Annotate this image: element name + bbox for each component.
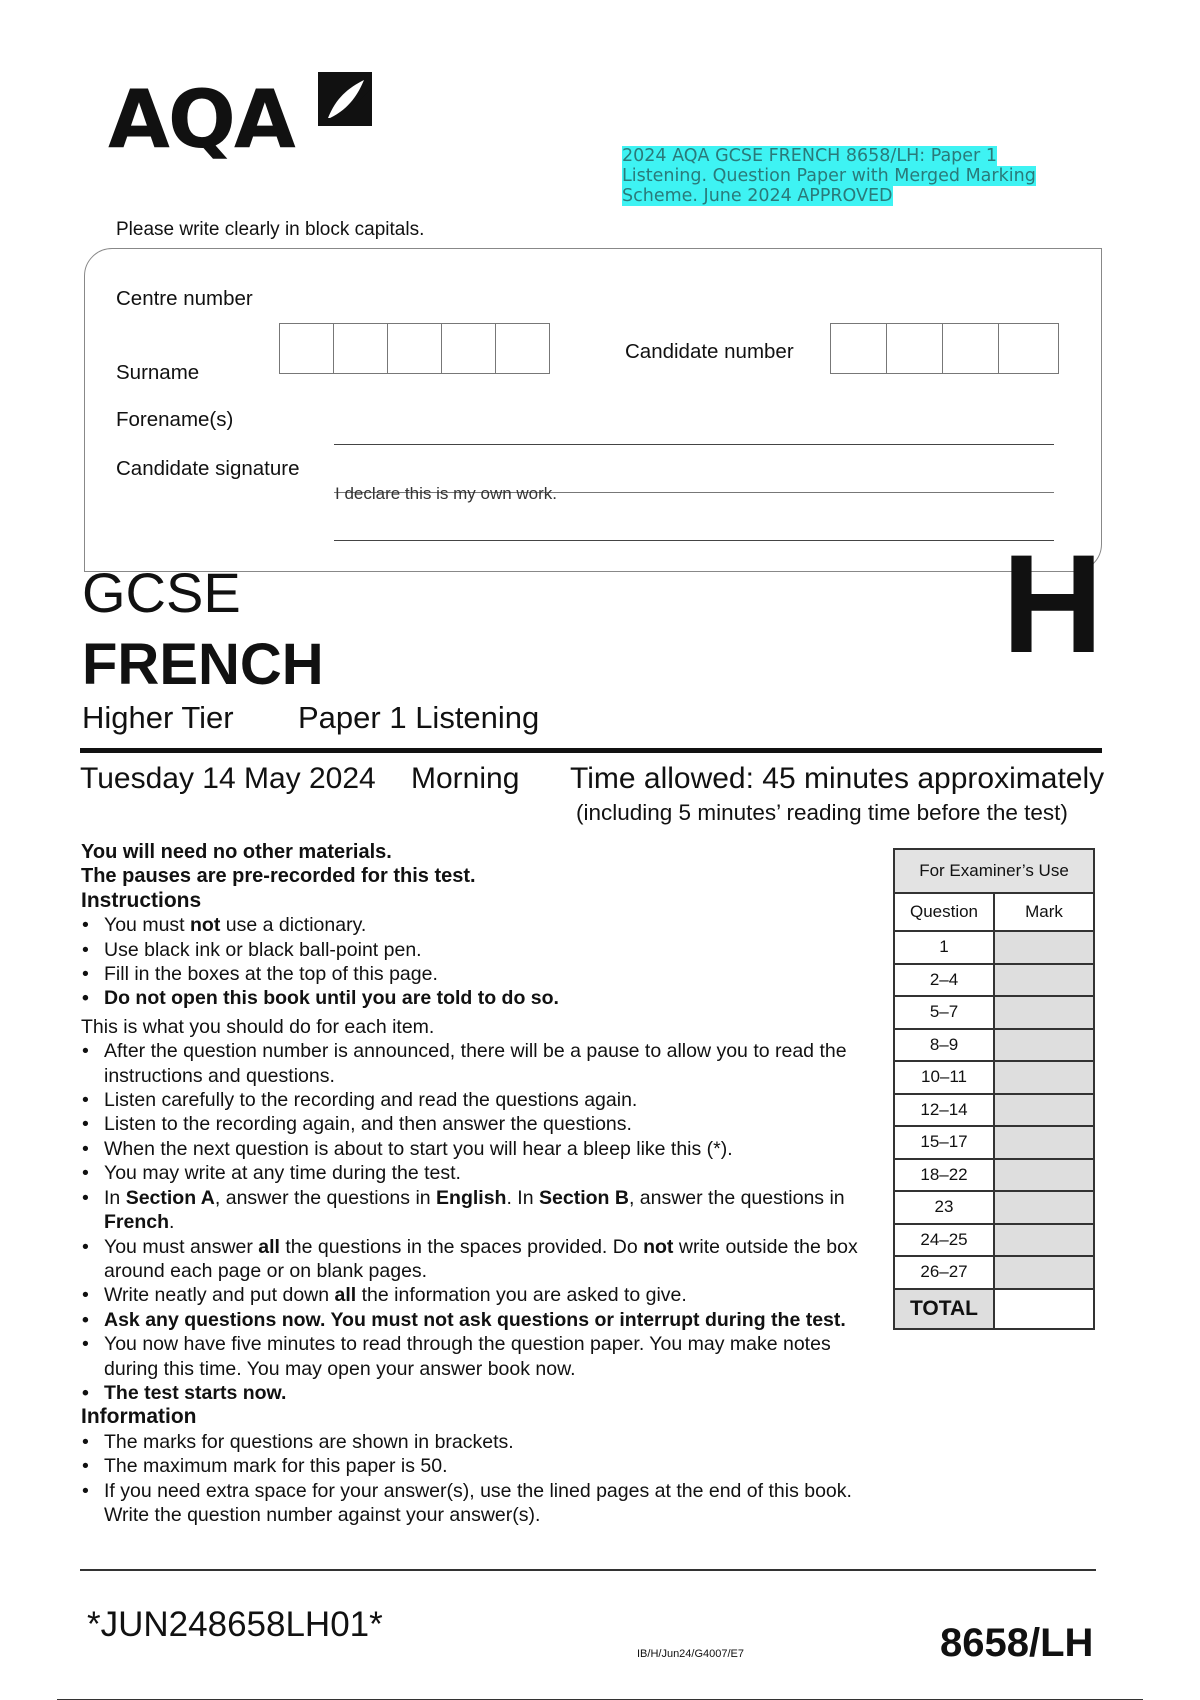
forenames-label: Forename(s) — [116, 408, 234, 431]
instructions-list-b — [81, 1039, 881, 1405]
candidate-digit-box[interactable] — [998, 323, 1059, 374]
centre-digit-box[interactable] — [441, 323, 496, 374]
question-cell: 18–22 — [894, 1159, 994, 1192]
watermark-line-1: 2024 AQA GCSE FRENCH 8658/LH: Paper 1 — [622, 146, 997, 166]
centre-number-field[interactable] — [279, 323, 549, 374]
paper-code: 8658/LH — [940, 1621, 1094, 1665]
forenames-line[interactable] — [334, 444, 1054, 445]
question-cell: 26–27 — [894, 1256, 994, 1289]
declaration-line — [334, 540, 1054, 541]
instruction-item: • The test starts now. — [81, 1381, 881, 1405]
centre-digit-box[interactable] — [495, 323, 550, 374]
information-list — [81, 1430, 881, 1528]
instructions-heading: Instructions — [81, 888, 202, 912]
information-item: • The maximum mark for this paper is 50. — [81, 1454, 881, 1478]
centre-digit-box[interactable] — [333, 323, 388, 374]
question-cell: 23 — [894, 1191, 994, 1224]
mark-cell[interactable] — [994, 931, 1094, 964]
examiner-table-row — [894, 931, 1094, 964]
mark-cell[interactable] — [994, 1061, 1094, 1094]
exam-date: Tuesday 14 May 2024 — [80, 762, 376, 795]
examiner-table-row — [894, 1029, 1094, 1062]
time-note: (including 5 minutes’ reading time before the test) — [576, 800, 1068, 825]
time-allowed: Time allowed: 45 minutes approximately — [570, 762, 1105, 795]
examiner-table-row — [894, 1224, 1094, 1257]
watermark-note — [622, 146, 1097, 206]
examiner-table-row — [894, 964, 1094, 997]
mark-cell[interactable] — [994, 1126, 1094, 1159]
qualification-title: GCSE — [82, 561, 241, 624]
candidate-number-field[interactable] — [830, 323, 1058, 374]
instruction-item: • Fill in the boxes at the top of this page. — [81, 962, 881, 986]
question-cell: 5–7 — [894, 996, 994, 1029]
materials-line: You will need no other materials. — [81, 841, 392, 863]
signature-label: Candidate signature — [116, 457, 300, 480]
examiner-table-row — [894, 1256, 1094, 1289]
question-cell: 24–25 — [894, 1224, 994, 1257]
examiner-total-row — [894, 1289, 1094, 1329]
question-column-header: Question — [894, 893, 994, 931]
instruction-item: • You may write at any time during the test. — [81, 1161, 881, 1185]
instruction-item: • Write neatly and put down all the information you are asked to give. — [81, 1283, 881, 1307]
instruction-item: • After the question number is announced, there will be a pause to allow you to read the instructions and questions. — [81, 1039, 881, 1088]
mark-column-header: Mark — [994, 893, 1094, 931]
footer-divider — [80, 1569, 1096, 1571]
logo-text: AQA — [108, 73, 294, 166]
centre-digit-box[interactable] — [387, 323, 442, 374]
instruction-item: • In Section A, answer the questions in English. In Section B, answer the questions in French. — [81, 1186, 881, 1235]
watermark-line-3: Scheme. June 2024 APPROVED — [622, 186, 893, 206]
instruction-item: • You must answer all the questions in the spaces provided. Do not write outside the box around each page or on blank pages. — [81, 1235, 881, 1284]
question-cell: 10–11 — [894, 1061, 994, 1094]
instruction-item: • Listen to the recording again, and then answer the questions. — [81, 1112, 881, 1136]
information-item: • The marks for questions are shown in brackets. — [81, 1430, 881, 1454]
tier-letter: H — [1002, 525, 1104, 682]
examiner-use-table — [893, 848, 1095, 1330]
information-heading: Information — [81, 1405, 197, 1429]
instructions-lead: This is what you should do for each item. — [81, 1015, 435, 1038]
mark-cell[interactable] — [994, 1029, 1094, 1062]
materials-line: The pauses are pre-recorded for this test. — [81, 865, 476, 888]
paper-label: Paper 1 Listening — [298, 700, 540, 735]
surname-label: Surname — [116, 361, 200, 384]
instruction-item: • When the next question is about to start you will hear a bleep like this (*). — [81, 1137, 881, 1161]
barcode-text: *JUN248658LH01* — [87, 1605, 383, 1644]
question-cell: 2–4 — [894, 964, 994, 997]
examiner-table-row — [894, 1126, 1094, 1159]
examiner-table-title: For Examiner’s Use — [894, 849, 1094, 893]
block-capitals-note: Please write clearly in block capitals. — [116, 219, 425, 240]
examiner-table-row — [894, 1191, 1094, 1224]
watermark-line-2: Listening. Question Paper with Merged Marking — [622, 166, 1036, 186]
aqa-leaf-icon — [314, 68, 376, 130]
declaration-text: I declare this is my own work. — [335, 484, 558, 503]
total-mark-cell[interactable] — [994, 1289, 1094, 1329]
instruction-item: • Do not open this book until you are told to do so. — [81, 986, 881, 1010]
reference-code: IB/H/Jun24/G4007/E7 — [637, 1648, 745, 1660]
title-divider — [80, 748, 1102, 753]
instructions-section — [81, 840, 881, 1527]
candidate-digit-box[interactable] — [830, 323, 887, 374]
mark-cell[interactable] — [994, 1159, 1094, 1192]
aqa-logo — [108, 68, 378, 168]
centre-number-label: Centre number — [116, 287, 253, 310]
mark-cell[interactable] — [994, 1191, 1094, 1224]
mark-cell[interactable] — [994, 996, 1094, 1029]
examiner-table-row — [894, 996, 1094, 1029]
tier-label: Higher Tier — [82, 700, 234, 735]
question-cell: 8–9 — [894, 1029, 994, 1062]
mark-cell[interactable] — [994, 1256, 1094, 1289]
mark-cell[interactable] — [994, 1224, 1094, 1257]
instruction-item: • You now have five minutes to read through the question paper. You may make notes during this time. You may open your answer book now. — [81, 1332, 881, 1381]
centre-digit-box[interactable] — [279, 323, 334, 374]
examiner-table-row — [894, 1094, 1094, 1127]
question-cell: 15–17 — [894, 1126, 994, 1159]
instruction-item: • Ask any questions now. You must not ask questions or interrupt during the test. — [81, 1308, 881, 1332]
instruction-item: • Listen carefully to the recording and read the questions again. — [81, 1088, 881, 1112]
examiner-table-row — [894, 1061, 1094, 1094]
examiner-table-row — [894, 1159, 1094, 1192]
information-item: • If you need extra space for your answer(s), use the lined pages at the end of this book. Write the question number against your answer(s). — [81, 1479, 881, 1528]
total-label: TOTAL — [894, 1289, 994, 1329]
mark-cell[interactable] — [994, 1094, 1094, 1127]
candidate-number-label: Candidate number — [625, 340, 794, 363]
instruction-item: • You must not use a dictionary. — [81, 913, 881, 937]
subject-title: FRENCH — [82, 632, 324, 697]
candidate-digit-box[interactable] — [886, 323, 943, 374]
instructions-list-a — [81, 913, 881, 1011]
question-cell: 1 — [894, 931, 994, 964]
question-cell: 12–14 — [894, 1094, 994, 1127]
mark-cell[interactable] — [994, 964, 1094, 997]
exam-session: Morning — [411, 762, 520, 795]
candidate-digit-box[interactable] — [942, 323, 999, 374]
instruction-item: • Use black ink or black ball-point pen. — [81, 938, 881, 962]
